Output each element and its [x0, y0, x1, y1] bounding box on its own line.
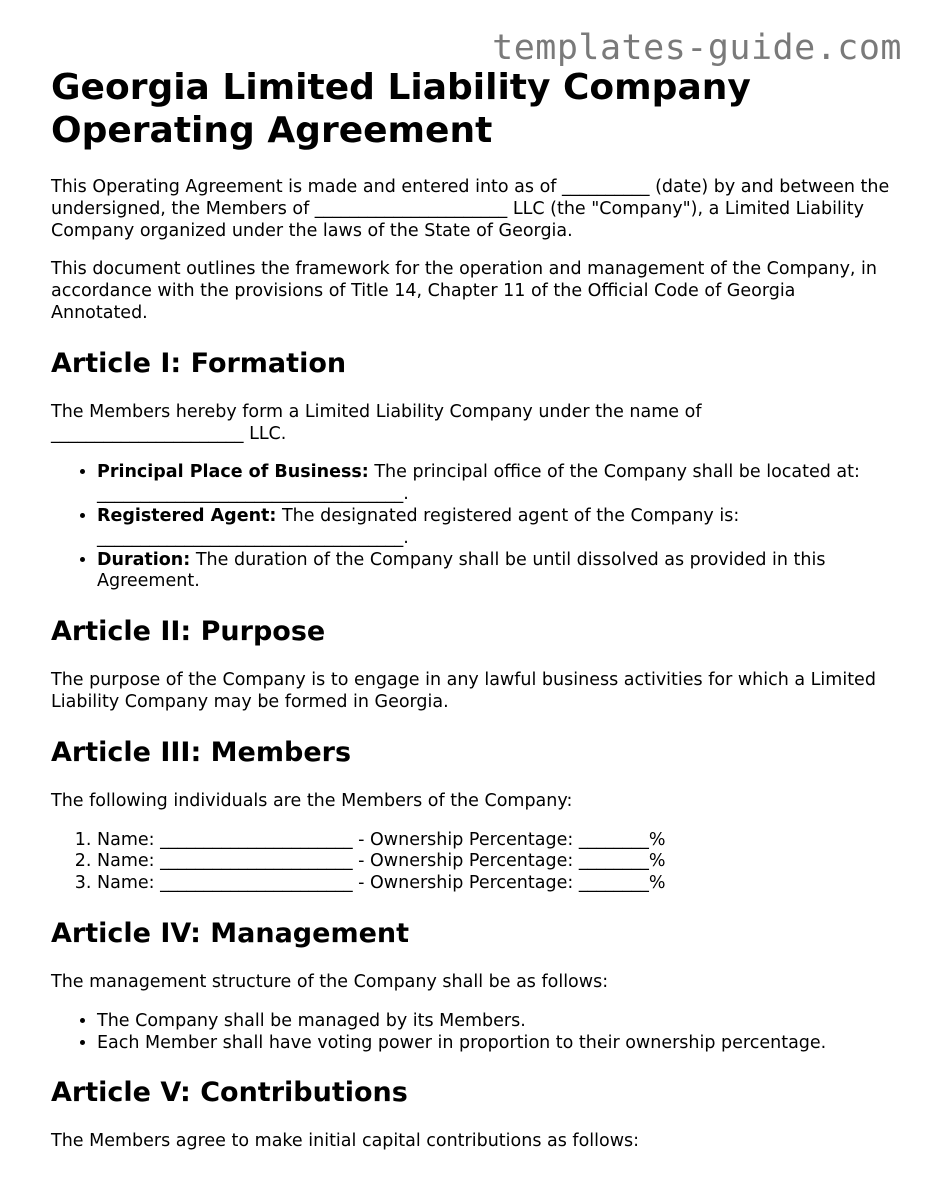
article-1-text: The Members hereby form a Limited Liability Company under the name of ______________________ LLC.	[51, 401, 702, 444]
list-item: 2. Name: ______________________ - Ownership Percentage: ________%	[97, 851, 891, 873]
list-item: 3. Name: ______________________ - Ownership Percentage: ________%	[97, 873, 891, 895]
article-1-list	[51, 462, 891, 593]
list-item-label: Registered Agent:	[97, 505, 277, 526]
list-item: • The Company shall be managed by its Members.	[97, 1011, 891, 1033]
list-item	[97, 462, 891, 506]
list-item-label: Principal Place of Business:	[97, 462, 369, 483]
document-page	[51, 66, 891, 1170]
document-title: Georgia Limited Liability Company Operating Agreement	[51, 67, 751, 151]
article-4-list	[51, 1011, 891, 1055]
list-item-text: The designated registered agent of the Company is: ___________________________________.	[97, 505, 740, 548]
list-item: 1. Name: ______________________ - Ownership Percentage: ________%	[97, 830, 891, 852]
article-4-text: The management structure of the Company shall be as follows:	[51, 971, 609, 992]
article-3-text: The following individuals are the Members of the Company:	[51, 790, 573, 811]
article-4-heading: Article IV: Management	[51, 917, 410, 949]
intro-paragraph-2: This document outlines the framework for the operation and management of the Company, in accordance with the provisions of Title 14, Chapter 11 of the Official Code of Georgia Annotated.	[51, 259, 878, 323]
list-item	[97, 506, 891, 550]
list-item-label: Duration:	[97, 549, 191, 570]
article-2-heading: Article II: Purpose	[51, 616, 326, 648]
article-1-heading: Article I: Formation	[51, 347, 347, 379]
article-5-heading: Article V: Contributions	[51, 1077, 408, 1109]
article-3-members-list	[51, 830, 891, 895]
list-item	[97, 550, 891, 594]
list-item: • Each Member shall have voting power in proportion to their ownership percentage.	[97, 1033, 891, 1055]
watermark: templates-guide.com	[492, 28, 902, 68]
list-item-text: The duration of the Company shall be until dissolved as provided in this Agreement.	[97, 549, 826, 592]
article-3-heading: Article III: Members	[51, 736, 352, 768]
article-2-text: The purpose of the Company is to engage in any lawful business activities for which a Limited Liability Company may be formed in Georgia.	[51, 670, 876, 712]
article-5-text: The Members agree to make initial capital contributions as follows:	[51, 1131, 640, 1152]
list-item-text: The principal office of the Company shall be located at: ___________________________________.	[97, 462, 860, 505]
intro-paragraph-1: This Operating Agreement is made and entered into as of __________ (date) by and between the undersigned, the Members of ______________________ LLC (the "Company"), a Limited Liability Company organized under the laws of the State of Georgia.	[51, 177, 890, 241]
